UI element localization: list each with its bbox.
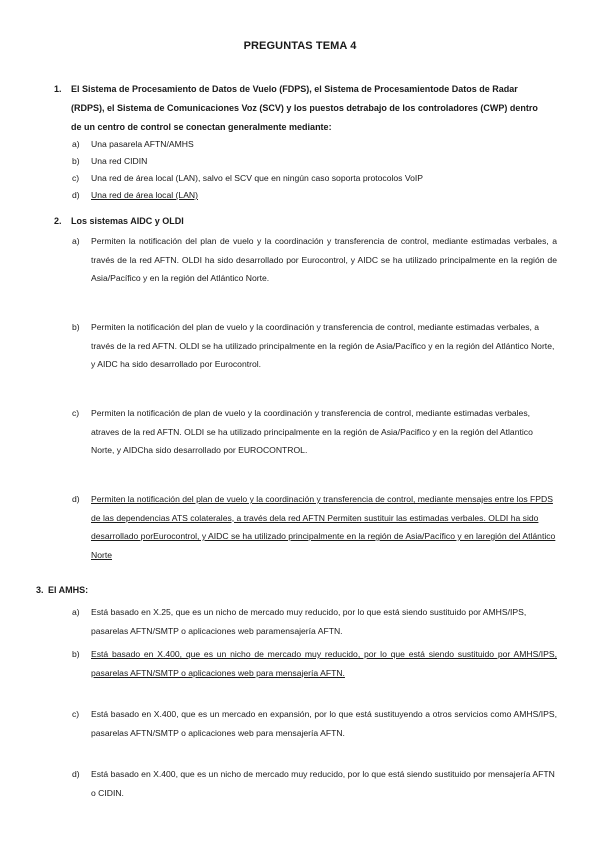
q1-option-b-text: Una red CIDIN — [91, 156, 148, 166]
q3-option-b-text-correct: Está basado en X.400, que es un nicho de mercado muy reducido, por lo que está siendo sustituido por AMHS/IPS, pasarelas AFTN/SMTP o aplicaciones web para mensajería AFTN. — [91, 649, 557, 678]
q2-option-d-letter: d) — [72, 494, 80, 504]
q1-option-d-letter: d) — [72, 190, 80, 200]
q1-option-c-text: Una red de área local (LAN), salvo el SCV que en ningún caso soporta protocolos VoIP — [91, 173, 424, 183]
q3-option-a-text: Está basado en X.25, que es un nicho de mercado muy reducido, por lo que está siendo sustituido por AMHS/IPS, pasarelas AFTN/SMTP o aplicaciones web paramensajería AFTN. — [91, 607, 527, 636]
q1-option-d-text-correct: Una red de área local (LAN) — [91, 190, 198, 200]
q3-option-a-letter: a) — [72, 607, 80, 617]
question-2-text: Los sistemas AIDC y OLDI — [71, 216, 184, 226]
q2-option-b-text: Permiten la notificación del plan de vuelo y la coordinación y transferencia de control, mediante estimadas verbales, a través de la red AFTN. OLDI se ha utilizado principalmente en la región de Asia/Pacífico y en la región del Atlántico Norte, y AIDC ha sido desarrollado por Eurocontrol. — [91, 322, 555, 369]
question-3-number: 3. — [36, 585, 44, 595]
q2-option-a-letter: a) — [72, 236, 80, 246]
q1-option-b-letter: b) — [72, 156, 80, 166]
q3-option-c-letter: c) — [72, 709, 80, 719]
question-2-number: 2. — [54, 216, 62, 226]
q2-option-c-letter: c) — [72, 408, 80, 418]
q2-option-c-text: Permiten la notificación de plan de vuelo y la coordinación y transferencia de control, mediante estimadas verbales, atraves de la red AFTN. OLDI se ha utilizado principalmente en la región de Asia/Pacifico y en la región del Atlantico Norte, y AIDCha sido desarrollado por EUROCONTROL. — [91, 408, 533, 455]
q2-option-a-text: Permiten la notificación del plan de vuelo y la coordinación y transferencia de control, mediante estimadas verbales, a través de la red AFTN. OLDI ha sido desarrollado por Eurocontrol, y AIDC se ha utilizado principalmente en la región de Asia/Pacífico y en la región del Atlántico Norte. — [91, 236, 557, 283]
q3-option-d-letter: d) — [72, 769, 80, 779]
q2-option-d-text-correct: Permiten la notificación del plan de vuelo y la coordinación y transferencia de control, mediante mensajes entre los FPDS de las dependencias ATS colaterales, a través dela red AFTN Permiten sustituir las estimadas verbales. OLDI ha sido desarrollado porEurocontrol, y AIDC se ha utilizado principalmente en la región de Asia/Pacífico y en laregión del Atlántico Norte — [91, 494, 556, 560]
q3-option-c-text: Está basado en X.400, que es un mercado en expansión, por lo que está sustituyendo a otros servicios como AMHS/IPS, pasarelas AFTN/SMTP o aplicaciones web para mensajería AFTN. — [91, 709, 557, 738]
q1-option-a-letter: a) — [72, 139, 80, 149]
q3-option-d-text: Está basado en X.400, que es un nicho de mercado muy reducido, por lo que está siendo sustituido por mensajería AFTN o CIDIN. — [91, 769, 555, 798]
q3-option-b-letter: b) — [72, 649, 80, 659]
q1-option-a-text: Una pasarela AFTN/AMHS — [91, 139, 194, 149]
question-3-text: El AMHS: — [48, 585, 89, 595]
q2-option-b-letter: b) — [72, 322, 80, 332]
page-title: PREGUNTAS TEMA 4 — [243, 40, 357, 52]
question-1-text: El Sistema de Procesamiento de Datos de Vuelo (FDPS), el Sistema de Procesamientode Datos de Radar (RDPS), el Sistema de Comunicaciones Voz (SCV) y los puestos detrabajo de los controladores (CWP) dentro de un centro de control se conectan generalmente mediante: — [71, 84, 538, 132]
question-1-number: 1. — [54, 84, 62, 94]
q1-option-c-letter: c) — [72, 173, 80, 183]
